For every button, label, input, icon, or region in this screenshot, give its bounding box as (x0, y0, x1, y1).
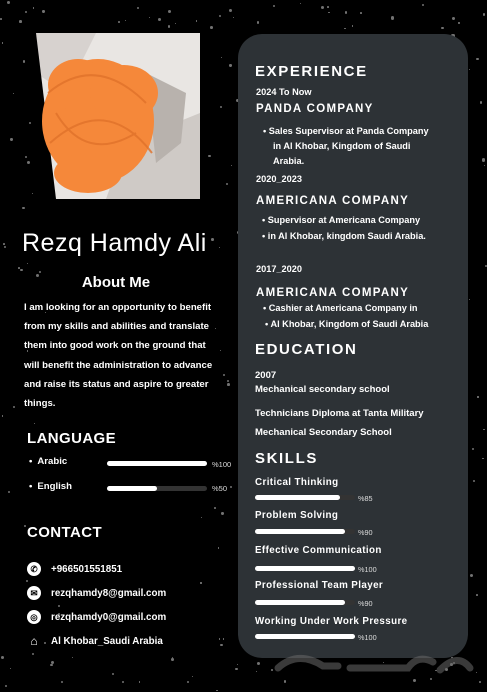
phone-icon: ✆ (27, 562, 41, 576)
skill-bar (255, 600, 355, 605)
job-period: 2020_2023 (256, 174, 302, 184)
job-line: in Al Khobar, Kingdom of Saudi (273, 141, 411, 151)
language-percent: %100 (212, 460, 232, 469)
about-line: them into good work on the ground that (24, 340, 206, 352)
language-bar-arabic (107, 461, 207, 466)
job-company: AMERICANA COMPANY (256, 287, 410, 299)
skill-percent: %90 (358, 528, 373, 537)
skill-bar (255, 495, 355, 500)
skill-percent: %100 (358, 565, 377, 574)
job-bullet: • in Al Khobar, kingdom Saudi Arabia. (262, 231, 426, 241)
job-bullet: • Sales Supervisor at Panda Company (263, 126, 429, 136)
job-line: in Al Khobar, kingdom Saudi Arabia. (267, 231, 426, 241)
education-line: Mechanical secondary school (255, 384, 390, 395)
language-percent: %50 (212, 484, 228, 493)
contact-email-2 (27, 610, 166, 624)
job-bullet: • Al Khobar, Kingdom of Saudi Arabia (265, 319, 429, 329)
contact-address (27, 634, 163, 648)
experience-heading: EXPERIENCE (255, 63, 368, 80)
skill-bar (255, 634, 355, 639)
skill-label: Problem Solving (255, 510, 339, 521)
skills-heading: SKILLS (255, 450, 318, 467)
contact-phone-text: +966501551851 (51, 563, 123, 575)
education-line: Mechanical Secondary School (255, 427, 392, 438)
contact-email-1 (27, 586, 166, 600)
language-item-english: • English (29, 481, 73, 492)
job-bullet: • Cashier at Americana Company in (263, 303, 418, 313)
skill-label: Working Under Work Pressure (255, 616, 408, 627)
language-bar-english (107, 486, 207, 491)
job-period: 2024 To Now (256, 87, 312, 97)
job-period: 2017_2020 (256, 264, 302, 274)
contact-address-text: Al Khobar_Saudi Arabia (51, 635, 163, 647)
language-heading: LANGUAGE (27, 430, 117, 447)
about-line: I am looking for an opportunity to benefit (24, 302, 212, 313)
language-item-arabic: • Arabic (29, 456, 68, 467)
job-company: PANDA COMPANY (256, 103, 374, 115)
mail-icon: ✉ (27, 586, 41, 600)
about-heading: About Me (81, 274, 151, 291)
skill-label: Effective Communication (255, 545, 382, 556)
skill-percent: %90 (358, 599, 373, 608)
about-text (24, 298, 250, 413)
globe-icon: ◎ (27, 610, 41, 624)
job-company: AMERICANA COMPANY (256, 195, 410, 207)
job-line: Supervisor at Americana Company (267, 215, 421, 225)
job-line: Al Khobar, Kingdom of Saudi Arabia (270, 319, 429, 329)
home-icon: ⌂ (30, 634, 38, 648)
candidate-name: Rezq Hamdy Ali (22, 229, 207, 257)
contact-email-text: rezqhamdy0@gmail.com (51, 611, 167, 623)
skill-label: Professional Team Player (255, 580, 384, 591)
education-line: Technicians Diploma at Tanta Military (255, 408, 424, 419)
contact-email-text: rezqhamdy8@gmail.com (51, 587, 167, 599)
education-heading: EDUCATION (255, 341, 358, 358)
skill-percent: %100 (358, 633, 377, 642)
skill-percent: %85 (358, 494, 373, 503)
contact-heading: CONTACT (27, 524, 103, 541)
language-label: Arabic (37, 456, 68, 467)
language-label: English (37, 481, 73, 492)
contact-phone (27, 562, 122, 576)
skill-bar (255, 529, 355, 534)
about-line: from my skills and abilities and translate (24, 321, 210, 333)
watermark-logo (268, 640, 478, 682)
job-bullet: • Supervisor at Americana Company (262, 215, 421, 225)
skill-bar (255, 566, 355, 571)
job-line: Cashier at Americana Company in (268, 303, 418, 313)
profile-photo (36, 33, 200, 199)
job-line: Arabia. (273, 156, 305, 166)
education-line: 2007 (255, 370, 277, 381)
about-line: things. (24, 398, 56, 410)
about-line: will benefit the administration to advance (24, 359, 213, 371)
skill-label: Critical Thinking (255, 477, 339, 488)
about-line: and raise its status and aspire to greater (24, 378, 209, 390)
job-line: Sales Supervisor at Panda Company (268, 126, 429, 136)
